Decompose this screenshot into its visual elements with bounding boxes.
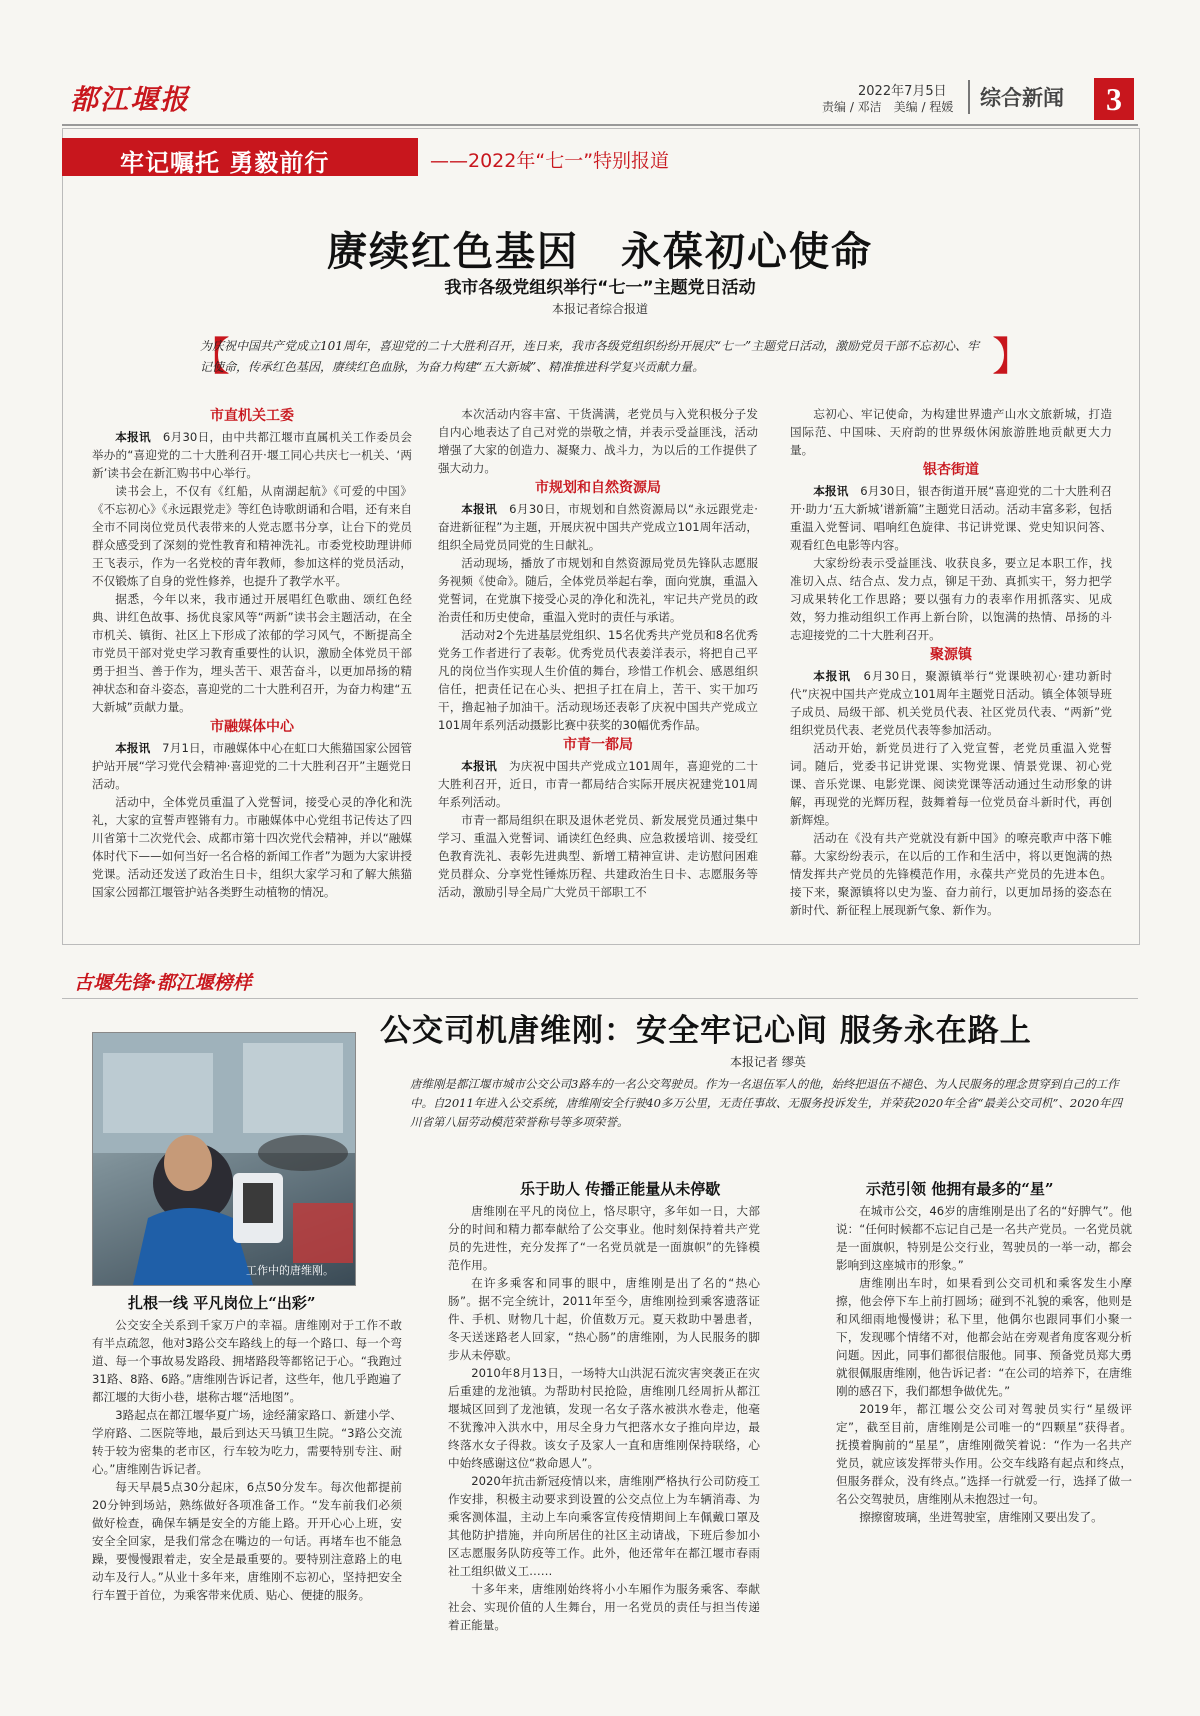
paragraph bbox=[790, 829, 1112, 919]
paragraph bbox=[92, 590, 412, 716]
paragraph bbox=[438, 405, 758, 477]
dateline: 本报讯 bbox=[115, 430, 163, 444]
story2-section-label: 古堰先锋·都江堰榜样 bbox=[74, 972, 252, 994]
paragraph-text: 读书会上，不仅有《红船，从南湖起航》《可爱的中国》《不忘初心》《永远跟党走》等红色诗歌朗诵和合唱，还有来自全市不同岗位党员代表带来的人党志愿书分享，让台下的党员群众感受到了深刻的党性教育和精神洗礼。市委党校助理讲师王飞表示，作为一名党校的青年教师，参加这样的党员活动，不仅锻炼了自身的党性修养，也提升了教学水平。 bbox=[92, 484, 412, 588]
paragraph bbox=[92, 793, 412, 901]
paragraph: 唐维刚在平凡的岗位上，恪尽职守，多年如一日，大部分的时间和精力都奉献给了公交事业。他时刻保持着共产党员的先进性，充分发挥了“一名党员就是一面旗帜”的先锋模范作用。 bbox=[448, 1204, 760, 1272]
paragraph: 2019年，都江堰公交公司对驾驶员实行“星级评定”，截至目前，唐维刚是公司唯一的“四颗星”获得者。抚摸着胸前的“星星”，唐维刚微笑着说：“作为一名共产党员，就应该发挥带头作用。公交车线路有起点和终点，但服务群众，没有终点。”选择一行就爱一行，选择了做一名公交驾驶员，唐维刚从未抱怨过一句。 bbox=[836, 1402, 1132, 1506]
paragraph-text: 为庆祝中国共产党成立101周年，喜迎党的二十大胜利召开，近日，市青一都局结合实际开展庆祝建党101周年系列活动。 bbox=[438, 759, 758, 809]
paragraph: 2010年8月13日，一场特大山洪泥石流灾害突袭正在灾后重建的龙池镇。为帮助村民抢险，唐维刚几经周折从都江堰城区回到了龙池镇，发现一名女子落水被洪水卷走，他毫不犹豫冲入洪水中，用尽全身力气把落水女子推向岸边，最终落水女子得救。该女子及家人一直和唐维刚保持联络，心中始终感谢这位“救命恩人”。 bbox=[448, 1366, 760, 1470]
paragraph bbox=[790, 482, 1112, 554]
paragraph bbox=[438, 626, 758, 734]
paragraph: 公交安全关系到千家万户的幸福。唐维刚对于工作不敢有半点疏忽，他对3路公交车路线上的每一个路口、每一个弯道、每一个事故易发路段、拥堵路段等都铭记于心。“我跑过31路、8路、6路。”唐维刚告诉记者，这些年，他几乎跑遍了都江堰的大街小巷，堪称古堰“活地图”。 bbox=[92, 1318, 402, 1404]
subsection-heading: 市直机关工委 bbox=[210, 408, 294, 424]
paragraph bbox=[92, 739, 412, 793]
paragraph-text: 忘初心、牢记使命，为构建世界遗产山水文旅新城，打造国际范、中国味、天府韵的世界级休闲旅游胜地贡献更大力量。 bbox=[790, 407, 1112, 457]
paragraph-text: 6月30日，由中共都江堰市直属机关工作委员会举办的“喜迎党的二十大胜利召开·堰工同心共庆七一机关、‘两新’读书会在新汇购书中心举行。 bbox=[92, 430, 412, 480]
story2-section1-body bbox=[92, 1316, 402, 1656]
subsection-heading: 市规划和自然资源局 bbox=[535, 480, 661, 496]
paragraph-text: 活动现场，播放了市规划和自然资源局党员先锋队志愿服务视频《使命》。随后，全体党员举起右拳，面向党旗，重温入党誓词，在党旗下接受心灵的净化和洗礼，牢记共产党员的政治责任和历史使命，重温入党时的责任与承诺。 bbox=[438, 556, 758, 624]
dateline: 本报讯 bbox=[813, 669, 864, 683]
page-number: 3 bbox=[1094, 78, 1134, 120]
paragraph-text: 6月30日，市规划和自然资源局以“永远跟党走·奋进新征程”为主题，开展庆祝中国共产党成立101周年活动，组织全局党员同党的生日献礼。 bbox=[438, 502, 758, 552]
story1-column-1 bbox=[92, 405, 412, 935]
story2-section1-title: 扎根一线 平凡岗位上“出彩” bbox=[128, 1294, 316, 1312]
story1-headline: 赓续红色基因 永葆初心使命 bbox=[327, 228, 873, 275]
paragraph-text: 活动在《没有共产党就没有新中国》的嘹亮歌声中落下帷幕。大家纷纷表示，在以后的工作和生活中，将以更饱满的热情发挥共产党员的先锋模范作用，永葆共产党员的先进本色。接下来，聚源镇将以史为鉴、奋力前行，以更加昂扬的姿态在新时代、新征程上展现新气象、新作为。 bbox=[790, 831, 1112, 917]
dateline: 本报讯 bbox=[461, 502, 510, 516]
paragraph-text: 6月30日，聚源镇举行“党课映初心·建功新时代”庆祝中国共产党成立101周年主题党日活动。镇全体领导班子成员、局级干部、机关党员代表、社区党员代表、“两新”党组织党员代表、老党员代表等参加活动。 bbox=[790, 669, 1112, 737]
dateline: 本报讯 bbox=[813, 484, 861, 498]
lead-bracket-left: 【 bbox=[190, 334, 230, 380]
story2-section2-body bbox=[448, 1202, 760, 1662]
story2-section2-title: 乐于助人 传播正能量从未停歇 bbox=[520, 1180, 721, 1198]
paragraph-text: 大家纷纷表示受益匪浅、收获良多，要立足本职工作，找准切入点、结合点、发力点，铆足干劲、真抓实干，努力把学习成果转化工作思路；要以强有力的表率作用抓落实、见成效，努力推动组织工作再上新台阶，以饱满的热情、昂扬的斗志迎接党的二十大胜利召开。 bbox=[790, 556, 1112, 642]
newspaper-logo: 都江堰报 bbox=[70, 83, 191, 116]
paragraph-text: 市青一都局组织在职及退休老党员、新发展党员通过集中学习、重温入党誓词、诵读红色经典、应急救援培训、接受红色教育洗礼、表彰先进典型、新增工精神宣讲、走访慰问困难党员群众、分享党性锤炼历程、共建政治生日卡、志愿服务等活动，激励引导全局广大党员干部职工不 bbox=[438, 813, 758, 899]
subsection-heading: 银杏街道 bbox=[923, 462, 979, 478]
paragraph bbox=[790, 405, 1112, 459]
paragraph bbox=[790, 667, 1112, 739]
photo-caption: 工作中的唐维刚。 bbox=[246, 1264, 334, 1277]
paragraph: 十多年来，唐维刚始终将小小车厢作为服务乘客、奉献社会、实现价值的人生舞台，用一名党员的责任与担当传递着正能量。 bbox=[448, 1582, 760, 1632]
story1-column-3 bbox=[790, 405, 1112, 935]
banner-subtitle: ——2022年“七一”特别报道 bbox=[430, 150, 670, 172]
paragraph bbox=[92, 482, 412, 590]
paragraph: 在城市公交，46岁的唐维刚是出了名的“好脾气”。他说：“任何时候都不忘记自己是一名共产党员。一名党员就是一面旗帜，特别是公交行业，驾驶员的一举一动，都会影响到这座城市的形象。” bbox=[836, 1204, 1132, 1272]
paragraph-text: 活动中，全体党员重温了入党誓词，接受心灵的净化和洗礼，大家的宣誓声铿锵有力。市融媒体中心党组书记传达了四川省第十二次党代会、成都市第十四次党代会精神，并以“融媒体时代下——如何当好一名合格的新闻工作者”为题为大家讲授党课。活动还发送了政治生日卡，组织大家学习和了解大熊猫国家公园都江堰管护站各类野生动植物的情况。 bbox=[92, 795, 412, 899]
story2-lead: 唐维刚是都江堰市城市公交公司3路车的一名公交驾驶员。作为一名退伍军人的他，始终把退伍不褪色、为人民服务的理念贯穿到自己的工作中。自2011年进入公交系统，唐维刚安全行驶40多万公里，无责任事故、无服务投诉发生，并荣获2020年全省“最美公交司机”、2020年四川省第八届劳动模范荣誉称号等多项荣誉。 bbox=[410, 1077, 1123, 1129]
driver-photo-illustration bbox=[93, 1033, 355, 1285]
paragraph: 在许多乘客和同事的眼中，唐维刚是出了名的“热心肠”。据不完全统计，2011年至今，唐维刚捡到乘客遗落证件、手机、财物几十起，价值数万元。夏天救助中暑患者，冬天送迷路老人回家，“热心肠”的唐维刚，为人民服务的脚步从未停歇。 bbox=[448, 1276, 760, 1362]
paragraph bbox=[790, 554, 1112, 644]
dateline: 本报讯 bbox=[461, 759, 509, 773]
paragraph bbox=[438, 554, 758, 626]
paragraph: 擦擦窗玻璃，坐进驾驶室，唐维刚又要出发了。 bbox=[859, 1510, 1103, 1524]
masthead-rule bbox=[62, 124, 1138, 126]
paragraph bbox=[438, 811, 758, 901]
subsection-heading: 市融媒体中心 bbox=[210, 719, 294, 735]
banner-title: 牢记嘱托 勇毅前行 bbox=[120, 148, 330, 177]
paragraph-text: 本次活动内容丰富、干货满满，老党员与入党积极分子发自内心地表达了自己对党的崇敬之情，并表示受益匪浅，活动增强了大家的创造力、凝聚力、战斗力，为以后的工作提供了强大动力。 bbox=[438, 407, 758, 475]
paragraph bbox=[438, 500, 758, 554]
paragraph-text: 活动开始，新党员进行了入党宣誓，老党员重温入党誓词。随后，党委书记讲党课、实物党课、情景党课、初心党课、音乐党课、电影党课、阅读党课等活动通过生动形象的讲解，再现党的光辉历程，鼓舞着每一位党员奋斗新时代，再创新辉煌。 bbox=[790, 741, 1112, 827]
section-name: 综合新闻 bbox=[980, 86, 1064, 110]
story1-column-2 bbox=[438, 405, 758, 935]
paragraph bbox=[790, 739, 1112, 829]
paragraph: 3路起点在都江堰华夏广场，途经蒲家路口、新建小学、学府路、二医院等地，最后到达天马镇卫生院。“3路公交流转于较为密集的老市区，行车较为吃力，需要特别专注、耐心。”唐维刚告诉记者。 bbox=[92, 1408, 402, 1476]
story2-headline: 公交司机唐维刚：安全牢记心间 服务永在路上 bbox=[380, 1013, 1032, 1049]
paragraph: 唐维刚出车时，如果看到公交司机和乘客发生小摩擦，他会停下车上前打圆场；碰到不礼貌的乘客，他则是和风细雨地慢慢讲；私下里，他偶尔也跟同事们小聚一下，发现哪个情绪不对，他都会站在旁观者角度客观分析问题。因此，同事们都很信服他。同事、预备党员郑大勇就很佩服唐维刚，他告诉记者：“在公司的培养下，在唐维刚的感召下，我们都想争做优先。” bbox=[836, 1276, 1132, 1398]
lead-bracket-right: 】 bbox=[992, 334, 1032, 380]
story2-section3-body bbox=[836, 1202, 1132, 1662]
story2-section3-title: 示范引领 他拥有最多的“星” bbox=[866, 1180, 1054, 1198]
subsection-heading: 市青一都局 bbox=[563, 737, 633, 753]
paragraph bbox=[438, 757, 758, 811]
editor-credits: 责编 / 邓洁 美编 / 程媛 bbox=[822, 100, 954, 114]
paragraph-text: 据悉，今年以来，我市通过开展唱红色歌曲、颂红色经典、讲红色故事、扬优良家风等“两新”读书会主题活动，在全市机关、镇街、社区上下形成了浓郁的学习风气，不断提高全市党员干部对党史学习教育重要性的认识，激励全体党员干部勇于担当、善于作为，埋头苦干、艰苦奋斗，以更加昂扬的精神状态和奋斗姿态，喜迎党的二十大胜利召开，为奋力构建“五大新城”贡献力量。 bbox=[92, 592, 412, 714]
story2-byline: 本报记者 缪英 bbox=[730, 1055, 806, 1069]
paragraph: 每天早晨5点30分起床，6点50分发车。每次他都提前20分钟到场站，熟练做好各项准备工作。“发车前我们必须做好检查，确保车辆是安全的方能上路。开开心心上班，安安全全回家，是我们常念在嘴边的一句话。再堵车也不能急躁，要慢慢跟着走，安全是最重要的。要特别注意路上的电动车及行人。”从业十多年来，唐维刚不忘初心，坚持把安全行车置于首位，为乘客带来优质、贴心、便捷的服务。 bbox=[92, 1480, 402, 1602]
paragraph-text: 7月1日，市融媒体中心在虹口大熊猫国家公园管护站开展“学习党代会精神·喜迎党的二十大胜利召开”主题党日活动。 bbox=[92, 741, 412, 791]
story1-subheadline: 我市各级党组织举行“七一”主题党日活动 bbox=[444, 278, 756, 298]
story1-byline: 本报记者综合报道 bbox=[551, 302, 648, 316]
story1-lead: 为庆祝中国共产党成立101周年，喜迎党的二十大胜利召开，连日来，我市各级党组织纷纷开展庆“七一”主题党日活动，激励党员干部不忘初心、牢记使命，传承红色基因，赓续红色血脉，为奋力构建“五大新城”、精准推进科学复兴贡献力量。 bbox=[200, 339, 980, 374]
issue-date: 2022年7月5日 bbox=[858, 84, 947, 99]
paragraph-text: 活动对2个先进基层党组织、15名优秀共产党员和8名优秀党务工作者进行了表彰。优秀党员代表姜洋表示，将把自己平凡的岗位当作实现人生价值的舞台，珍惜工作机会、感恩组织信任，把责任记在心头、把担子扛在肩上，苦干、实干加巧干，撸起袖子加油干。活动现场还表彰了庆祝中国共产党成立101周年系列活动摄影比赛中获奖的30幅优秀作品。 bbox=[438, 628, 758, 732]
paragraph-text: 6月30日，银杏街道开展“喜迎党的二十大胜利召开·助力‘五大新城’谱新篇”主题党日活动。活动丰富多彩，包括重温入党誓词、唱响红色旋律、书记讲党课、党史知识问答、观看红色电影等内容。 bbox=[790, 484, 1112, 552]
subsection-heading: 聚源镇 bbox=[930, 647, 972, 663]
story2-rule bbox=[62, 998, 1138, 999]
driver-photo bbox=[92, 1032, 356, 1286]
paragraph: 2020年抗击新冠疫情以来，唐维刚严格执行公司防疫工作安排，积极主动要求到设置的公交点位上为车辆消毒、为乘客测体温，主动上车向乘客宣传疫情期间上车佩戴口罩及其他防护措施，并向所居住的社区主动请战，下班后参加小区志愿服务队防疫等工作。此外，他还常年在都江堰市春雨社工组织做义工…… bbox=[448, 1474, 760, 1578]
paragraph bbox=[92, 428, 412, 482]
dateline: 本报讯 bbox=[115, 741, 163, 755]
masthead-divider bbox=[968, 80, 970, 114]
